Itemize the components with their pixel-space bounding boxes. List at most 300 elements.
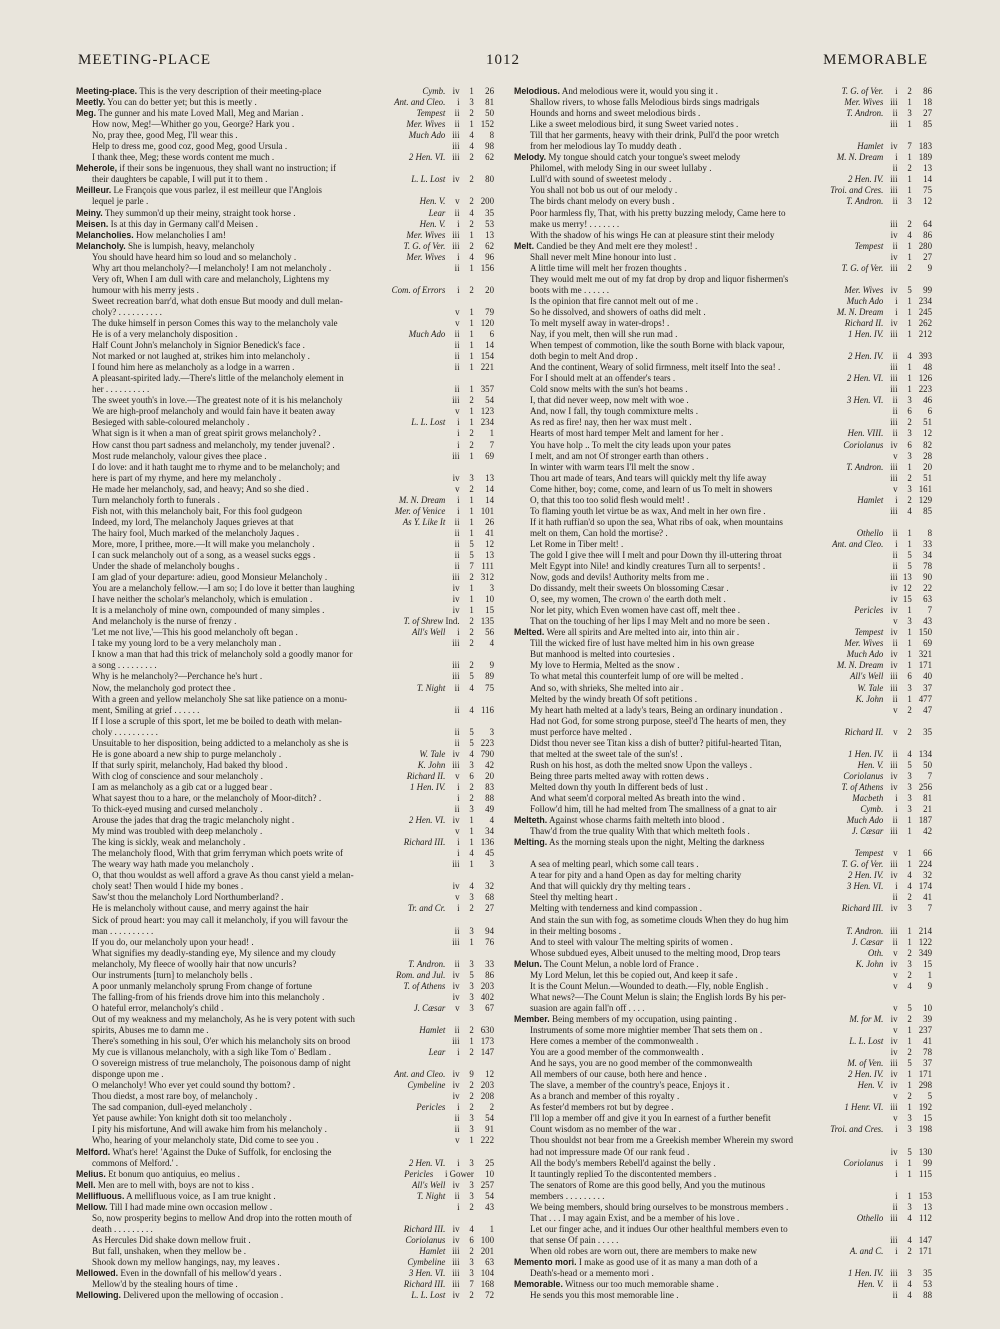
entry-text [76,959,296,970]
citation-scene: 1 [469,86,474,96]
citation-line: 1 [927,969,932,980]
citation-line: 27 [485,903,494,914]
quotation-text: The duke himself in person Comes this way to the melancholy vale [92,317,338,328]
citation-line: 25 [485,1157,494,1168]
quotation-text: lequel je parle . [92,196,149,207]
quotation-line [76,1102,494,1113]
citation-scene: 6 [469,1234,474,1245]
citation-act: i [895,1157,898,1168]
citation-play: W. Tale [419,748,446,759]
quotation-line [76,1047,494,1058]
citation-play: All's Well [411,627,446,638]
entry-text [76,340,305,351]
citation-scene: 1 [469,516,474,527]
citation-scene: 1 [469,306,474,317]
citation-scene: 3 [469,1190,474,1201]
citation-act: v [455,1002,460,1013]
quotation-text: I found him here as melancholy as a lodge in a warren . [92,362,295,373]
citation-act: v [893,1113,898,1124]
citation-line: 35 [485,207,494,218]
citation-act: iii [452,1268,460,1279]
citation-line: 54 [485,395,494,406]
entry-text [76,1268,281,1279]
citation-scene: 4 [469,207,474,218]
citation-scene: 3 [469,980,474,991]
entry-text [76,915,348,926]
quotation-text: My tongue should catch your tongue's sweet melody [548,152,741,163]
citation-act: i [457,1201,460,1212]
headword-entry [76,97,494,108]
quotation-line [76,561,494,572]
citation-line: 78 [923,561,932,572]
entry-text [514,638,754,649]
citation-scene: 3 [907,1268,912,1279]
citation-scene: 1 [907,815,912,826]
quotation-text: melt on them, Can hold the mortise? . [530,527,668,538]
entry-text [76,208,295,219]
entry-text [514,119,738,130]
quotation-text: Do dissandy, melt their sweets On blossoming Cæsar . [530,583,729,594]
citation-act: i [457,1047,460,1058]
quotation-text: And melancholy is the nurse of frenzy . [92,616,237,627]
citation-act: i [457,284,460,295]
citation-line: 51 [923,472,932,483]
quotation-line [514,694,932,705]
quotation-text: He made her melancholy, sad, and heavy; And so she died . [92,483,309,494]
citation-line: 51 [923,417,932,428]
citation-play: T. Andron. [846,461,884,472]
citation-line: 96 [485,251,494,262]
quotation-text: They would melt me out of my fat drop by drop and liquor fishermen's [530,273,789,284]
citation-play: Hen. V. [419,218,446,229]
citation-reference [391,1069,494,1080]
citation-play: Richard III. [841,903,884,914]
citation-act: ii [454,804,460,815]
citation-play: Rom. and Jul. [396,969,446,980]
entry-text [76,406,335,417]
citation-line: 192 [918,1102,932,1113]
citation-scene: 2 [469,196,474,207]
citation-line: 27 [923,251,932,262]
citation-play: Tr. and Cr. [407,903,446,914]
citation-act: iii [890,1212,898,1223]
headword-entry [514,86,932,97]
quotation-line [76,506,494,517]
quotation-line [514,1290,932,1301]
citation-reference [413,1102,494,1113]
citation-play: Mer. Wives [844,97,884,108]
citation-act: iii [890,671,898,682]
citation-line: 14 [485,340,494,351]
citation-line: 46 [923,395,932,406]
citation-line: 9 [927,262,932,273]
quotation-text: Turn melancholy forth to funerals . [92,494,220,505]
citation-act: ii [454,207,460,218]
quotation-line [76,981,494,992]
citation-line: 21 [923,804,932,815]
citation-play: L. L. Lost [411,417,446,428]
citation-play: T. Night [416,682,446,693]
citation-scene: 2 [469,1091,474,1102]
quotation-text: Half Count John's melancholy in Signior Benedick's face . [92,340,305,351]
citation-act: i [895,793,898,803]
entry-text [76,1135,319,1146]
citation-scene: 4 [907,229,912,240]
citation-act: ii [454,682,460,693]
citation-scene: 3 [907,793,912,803]
citation-act: ii [892,406,898,417]
quotation-line [514,428,932,439]
citation-play: As Y. Like It [402,516,446,527]
citation-line: 257 [480,1179,494,1190]
citation-reference [841,638,932,649]
citation-scene: 4 [469,848,474,859]
quotation-text: Follow'd him, till he had melted from The smallness of a gnat to air [530,804,777,815]
citation-reference [844,373,932,384]
quotation-text: I melt, and am not Of stronger earth than others . [530,450,709,461]
quotation-text: Witness our too much memorable shame . [565,1279,719,1290]
entry-text [76,694,347,705]
citation-line: 94 [485,925,494,936]
quotation-line [76,130,494,141]
entry-text [76,329,237,340]
quotation-line [76,539,494,550]
quotation-text: Instruments of some more mightier member That sets them on . [530,1024,763,1035]
citation-reference [426,1047,494,1058]
quotation-text: What sign is it when a man of great spirit grows melancholy? . [92,428,321,439]
entry-text [514,826,750,837]
entry-text [514,517,783,528]
quotation-text: With clog of conscience and sour melancholy . [92,770,263,781]
citation-scene: 2 [907,472,912,483]
citation-scene: 5 [469,969,474,980]
citation-act: iv [452,472,460,483]
citation-line: 402 [480,991,494,1002]
quotation-text: When old robes are worn out, there are members to make new [530,1245,758,1256]
quotation-text: So, now prosperity begins to mellow And drop into the rotten mouth of [92,1212,352,1223]
quotation-text: In winter with warm tears I'll melt the snow . [530,461,695,472]
headword-entry [76,1147,494,1158]
citation-act: iv [890,660,898,671]
quotation-text: their daughters be capable, I will put it to them . [92,174,268,185]
quotation-line [514,892,932,903]
quotation-text: To melt myself away in water-drops! . [530,317,670,328]
citation-reference [406,1158,494,1169]
quotation-line [514,1224,932,1235]
citation-scene: 1 [907,362,912,373]
entry-text [76,782,272,793]
citation-reference [406,815,494,826]
quotation-line [76,550,494,561]
citation-line: 27 [923,108,932,119]
citation-reference [407,782,494,793]
headword-entry [514,241,932,252]
quotation-text: More, more, I prithee, more.—It will make you melancholy . [92,538,315,549]
citation-reference [839,903,932,914]
citation-act: i [457,428,460,439]
quotation-text: You shall not bob us out of our melody . [530,185,678,196]
headword-entry [76,1169,494,1180]
citation-scene: 3 [469,804,474,815]
citation-play: Oth. [867,947,884,958]
citation-reference [445,318,494,329]
citation-line: 33 [485,958,494,969]
citation-act: i [895,1190,898,1201]
quotation-line [76,649,494,660]
citation-play: Richard II. [406,770,446,781]
citation-reference [853,959,932,970]
entry-text [76,1124,327,1135]
quotation-text: if their sons be ingenuous, they shall want no instruction; if [119,163,337,174]
citation-reference [845,1268,932,1279]
citation-reference [842,318,932,329]
entry-text [76,1235,251,1246]
quotation-line [514,1158,932,1169]
entry-text [76,373,344,384]
quotation-text: Steel thy melting heart . [530,892,618,903]
headword: Meilleur. [76,185,112,196]
quotation-text: All members of our cause, both here and hence . [530,1069,707,1080]
headword-entry [76,185,494,196]
citation-reference [406,130,494,141]
quotation-text: And so, with shrieks, She melted into air . [530,682,684,693]
quotation-text: Shallow rivers, to whose falls Melodious birds sings madrigals [530,97,760,108]
quotation-line [514,638,932,649]
citation-reference [854,683,932,694]
citation-scene: 1 [469,384,474,395]
quotation-text: I can suck melancholy out of a song, as a weasel sucks eggs . [92,549,316,560]
citation-act: iv [452,1080,460,1091]
quotation-line [76,263,494,274]
citation-reference [844,815,932,826]
quotation-text: make us merry! . . . . . . . [530,218,620,229]
citation-reference [445,1135,494,1146]
quotation-line [514,285,932,296]
citation-line: 256 [918,781,932,792]
citation-act: ii [454,1190,460,1201]
citation-line: 1 [489,428,494,439]
citation-scene: 1 [469,406,474,417]
headword: Meg. [76,108,97,119]
entry-text [76,285,199,296]
headword: Mellow. [76,1201,108,1212]
entry-text [76,881,243,892]
quotation-line [514,848,932,859]
quotation-line [76,528,494,539]
entry-text [76,948,336,959]
citation-play: 1 Hen. IV. [848,748,884,759]
quotation-line [76,760,494,771]
quotation-text: Sick of proud heart: you may call it melancholy, if you will favour the [92,914,348,925]
quotation-text: You are a good member of the commonwealth . [530,1047,704,1058]
citation-scene: 2 [469,638,474,649]
citation-scene: 4 [469,682,474,693]
citation-scene: 3 [907,781,912,792]
citation-act: iv [452,174,460,185]
quotation-text: You are a melancholy fellow.—I am so; I do love it better than laughing [92,583,355,594]
citation-act: v [893,450,898,461]
citation-scene: 1 [907,1036,912,1047]
citation-reference [883,119,932,130]
citation-line: 2 [489,1102,494,1113]
citation-reference [445,848,494,859]
quotation-line [76,362,494,373]
citation-scene: 1 [907,859,912,870]
quotation-line [76,572,494,583]
quotation-text: And, now I fall, thy tough commixture melts . [530,406,699,417]
citation-act: ii [454,340,460,351]
citation-line: 223 [480,737,494,748]
citation-scene: 2 [469,616,474,627]
quotation-text: Unsuitable to her disposition, being addicted to a melancholy as she is [92,737,349,748]
citation-play: Mer. of Venice [394,505,446,516]
citation-line: 7 [927,770,932,781]
citation-reference [401,1224,494,1235]
citation-line: 82 [923,439,932,450]
quotation-text: What's here! 'Against the Duke of Suffolk, for enclosing the [112,1146,332,1157]
entry-text [514,583,729,594]
headword-entry [76,1290,494,1301]
citation-line: 42 [923,826,932,837]
quotation-text: With the shadow of his wings He can at pleasure stint their melody [530,229,775,240]
citation-scene: 7 [907,141,912,152]
citation-line: 63 [923,594,932,605]
quotation-text: A pleasant-spirited lady.—There's little of the melancholy element in [92,373,344,384]
citation-scene: 2 [469,572,474,583]
quotation-text: The gold I give thee will I melt and pour Down thy ill-uttering throat [530,549,782,560]
citation-act: i [895,1245,898,1256]
citation-reference [829,539,932,550]
citation-scene: 2 [469,903,474,914]
citation-line: 90 [923,572,932,583]
citation-reference [417,196,494,207]
citation-line: 111 [481,561,494,572]
citation-play: T. G. of Ver. [403,240,446,251]
citation-reference [883,1169,932,1180]
citation-line: 15 [923,958,932,969]
citation-scene: 4 [907,1279,912,1290]
entry-text [76,274,329,285]
citation-scene: 4 [469,251,474,262]
quotation-line [514,440,932,451]
citation-reference [840,771,932,782]
quotation-text: Were all spirits and Are melted into air, into thin air . [546,627,740,638]
citation-scene: 1 [469,815,474,826]
citation-line: 477 [918,693,932,704]
quotation-text: As Hercules Did shake down mellow fruit . [92,1234,251,1245]
quotation-text: Cold snow melts with the sun's hot beams . [530,384,688,395]
citation-reference [883,406,932,417]
entry-text [514,1268,654,1279]
citation-reference [841,285,932,296]
citation-play: Coriolanus [843,439,884,450]
quotation-line [76,1080,494,1091]
citation-act: iii [890,505,898,516]
entry-text [514,1113,771,1124]
citation-act: iii [890,859,898,870]
entry-text [76,528,299,539]
citation-scene: 1 [907,97,912,108]
citation-act: i [895,1168,898,1179]
citation-line: 13 [485,229,494,240]
citation-scene: 3 [469,925,474,936]
quotation-line [514,948,932,959]
citation-line: 91 [485,1124,494,1135]
citation-line: 35 [923,1268,932,1279]
quotation-line [76,1069,494,1080]
citation-play: Richard III. [403,837,446,848]
citation-reference [849,937,932,948]
citation-play: Hen. V. [857,1279,884,1290]
entry-text [514,594,726,605]
citation-scene: 5 [907,1146,912,1157]
quotation-line [76,837,494,848]
quotation-line [76,141,494,152]
citation-reference [883,1191,932,1202]
citation-play: Mer. Wives [844,284,884,295]
citation-reference [845,351,932,362]
quotation-text: My cue is villanous melancholy, with a sigh like Tom o' Bedlam . [92,1047,331,1058]
headword-entry [514,959,932,970]
entry-text [76,263,331,274]
citation-play: Much Ado [846,815,884,826]
citation-act: iii [452,859,460,870]
quotation-text: Count wisdom as no member of the war . [530,1124,681,1135]
citation-play: 2 Hen. VI. [408,1157,446,1168]
quotation-text: The weary way hath made you melancholy . [92,859,254,870]
citation-reference [445,594,494,605]
citation-act: i [457,494,460,505]
citation-scene: 1 [907,1157,912,1168]
citation-play: 3 Hen. VI. [846,395,884,406]
citation-line: 6 [927,406,932,417]
quotation-line [76,428,494,439]
entry-text [76,804,262,815]
quotation-line [76,616,494,627]
citation-act: iv [890,1013,898,1024]
quotation-text: Who, hearing of your melancholy state, Did come to see you . [92,1135,319,1146]
citation-line: 1 [489,1223,494,1234]
citation-line: 78 [923,1047,932,1058]
citation-scene: 1 [907,329,912,340]
entry-text [514,528,668,539]
citation-act: iv [452,1179,460,1190]
quotation-text: How canst thou part sadness and melancholy, my tender juvenal? . [92,439,335,450]
quotation-line [76,959,494,970]
citation-act: i [895,86,898,96]
entry-text [514,683,683,694]
citation-line: 13 [485,549,494,560]
citation-scene: 2 [469,793,474,803]
quotation-text: If you do, our melancholy upon your head! . [92,936,254,947]
citation-line: 156 [480,262,494,273]
entry-text [76,848,343,859]
entry-text [514,384,688,395]
citation-line: 13 [485,472,494,483]
citation-line: 89 [485,671,494,682]
entry-text [514,572,709,583]
quotation-text: Candied be they And melt ere they molest! . [536,240,698,251]
entry-text [514,1279,718,1290]
citation-line: 20 [485,770,494,781]
citation-line: 171 [918,660,932,671]
quotation-text: O melancholy! Who ever yet could sound thy bottom? . [92,1080,296,1091]
citation-line: 42 [485,759,494,770]
citation-act: iii [452,572,460,583]
entry-text [76,1180,254,1191]
citation-line: 116 [481,704,494,715]
citation-reference [883,163,932,174]
